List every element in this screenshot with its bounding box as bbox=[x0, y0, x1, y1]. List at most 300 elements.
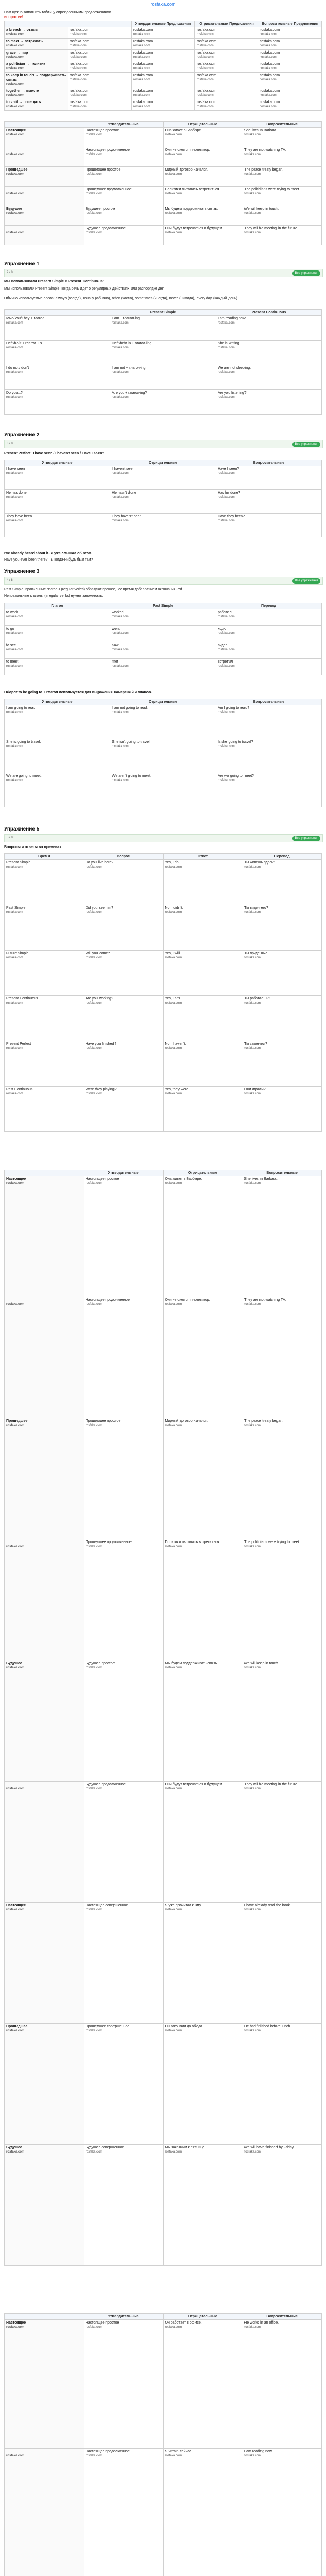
para4: Past Simple: правильные глаголы (regular verbs) образуют прошедшее время добавлением окончания -ed. bbox=[4, 588, 183, 591]
simple-cont-band bbox=[0, 309, 326, 428]
watermark: rosfaka.com bbox=[85, 1182, 103, 1185]
table-cell: Have you finished? rosfaka.com bbox=[84, 1041, 163, 1087]
watermark: rosfaka.com bbox=[165, 231, 182, 234]
header-row bbox=[5, 122, 322, 128]
tenses-big2-band bbox=[0, 2313, 326, 2576]
watermark: rosfaka.com bbox=[218, 496, 235, 499]
table-cell: Yes, I do. rosfaka.com bbox=[163, 860, 242, 905]
watermark: rosfaka.com bbox=[197, 94, 214, 97]
watermark: rosfaka.com bbox=[6, 2326, 25, 2329]
table-cell: Они играли? rosfaka.com bbox=[242, 1087, 322, 1132]
watermark: rosfaka.com bbox=[260, 67, 277, 70]
para2: Present Perfect: I have seen / I haven't seen / Have I seen? bbox=[4, 452, 104, 455]
table-cell: She is writing. rosfaka.com bbox=[216, 341, 322, 365]
table-row bbox=[5, 61, 322, 73]
table-cell: Он закончил до обеда. rosfaka.com bbox=[163, 2024, 242, 2145]
table-cell: He/She/It + глагол + s rosfaka.com bbox=[5, 341, 110, 365]
watermark: rosfaka.com bbox=[6, 1002, 23, 1005]
table-cell: I haven't seen rosfaka.com bbox=[110, 466, 216, 490]
table-cell: to see rosfaka.com bbox=[5, 642, 110, 659]
table-cell: rosfaka.com rosfaka.com bbox=[132, 61, 195, 73]
table-cell: Настоящее простое rosfaka.com bbox=[84, 128, 163, 147]
table-cell: grace → пир rosfaka.com bbox=[5, 50, 68, 61]
table-cell: rosfaka.com rosfaka.com bbox=[258, 99, 322, 111]
table-cell: Ты видел его? rosfaka.com bbox=[242, 905, 322, 951]
watermark: rosfaka.com bbox=[6, 396, 23, 399]
table-row bbox=[5, 739, 322, 773]
tenses-table bbox=[4, 121, 322, 245]
table-cell: worked rosfaka.com bbox=[110, 609, 216, 626]
watermark: rosfaka.com bbox=[133, 67, 150, 70]
intro-label: вопрос ее! bbox=[4, 15, 24, 19]
table-cell: Have they been? rosfaka.com bbox=[216, 514, 322, 537]
table-row bbox=[5, 226, 322, 245]
table-cell: rosfaka.com rosfaka.com bbox=[258, 61, 322, 73]
header-cell: Утвердительные bbox=[84, 1170, 163, 1176]
watermark: rosfaka.com bbox=[218, 371, 235, 374]
watermark: rosfaka.com bbox=[6, 33, 25, 36]
table-cell: The politicians were trying to meet. rosfaka.com bbox=[242, 187, 322, 206]
table-cell: Настоящее продолженное rosfaka.com bbox=[84, 2449, 163, 2576]
going-to-band bbox=[0, 699, 326, 822]
watermark: rosfaka.com bbox=[112, 648, 129, 651]
watermark: rosfaka.com bbox=[6, 83, 25, 86]
watermark: rosfaka.com bbox=[260, 33, 277, 36]
watermark: rosfaka.com bbox=[85, 192, 103, 195]
watermark: rosfaka.com bbox=[244, 1182, 261, 1185]
exercise-2-nav[interactable]: 3 / 8 bbox=[7, 442, 13, 445]
watermark: rosfaka.com bbox=[112, 615, 129, 618]
table-cell: He works in an office. rosfaka.com bbox=[242, 2320, 322, 2449]
table-cell: to meet rosfaka.com bbox=[5, 659, 110, 675]
table-cell: Будущее совершенное rosfaka.com bbox=[84, 2145, 163, 2266]
watermark: rosfaka.com bbox=[6, 2029, 25, 2032]
watermark: rosfaka.com bbox=[6, 56, 25, 59]
exercise-2-all-button[interactable]: Все упражнения bbox=[292, 442, 320, 447]
table-cell: Ты работаешь? rosfaka.com bbox=[242, 996, 322, 1041]
watermark: rosfaka.com bbox=[6, 321, 23, 325]
table-cell: Настоящее rosfaka.com bbox=[5, 128, 84, 147]
table-cell: They will be meeting in the future. rosfaka.com bbox=[242, 1782, 322, 1903]
header-cell bbox=[5, 310, 110, 316]
table-cell: работал rosfaka.com bbox=[216, 609, 322, 626]
watermark: rosfaka.com bbox=[244, 866, 261, 869]
table-cell: rosfaka.com rosfaka.com bbox=[68, 61, 132, 73]
table-cell: rosfaka.com rosfaka.com bbox=[195, 61, 258, 73]
header-cell: Вопросительные bbox=[216, 699, 322, 705]
table-row bbox=[5, 1418, 322, 1539]
watermark: rosfaka.com bbox=[85, 1303, 103, 1306]
watermark: rosfaka.com bbox=[133, 44, 150, 47]
table-row bbox=[5, 626, 322, 642]
table-cell: rosfaka.com rosfaka.com bbox=[132, 50, 195, 61]
table-cell: Настоящее простое rosfaka.com bbox=[84, 1176, 163, 1297]
table-cell: rosfaka.com rosfaka.com bbox=[258, 50, 322, 61]
watermark: rosfaka.com bbox=[70, 94, 87, 97]
watermark: rosfaka.com bbox=[6, 231, 25, 234]
watermark: rosfaka.com bbox=[85, 1047, 103, 1050]
table-cell: Настоящее совершенное rosfaka.com bbox=[84, 1903, 163, 2024]
table-cell: видел rosfaka.com bbox=[216, 642, 322, 659]
header-cell: Вопросительные bbox=[216, 460, 322, 466]
header-row bbox=[5, 460, 322, 466]
para1b: Мы использовали Present Simple, когда речь идет о регулярных действиях или распорядке дня. bbox=[4, 287, 166, 291]
watermark: rosfaka.com bbox=[112, 519, 129, 522]
watermark: rosfaka.com bbox=[218, 472, 235, 475]
watermark: rosfaka.com bbox=[244, 1666, 261, 1669]
watermark: rosfaka.com bbox=[165, 1666, 182, 1669]
watermark: rosfaka.com bbox=[6, 1666, 25, 1669]
table-cell: She lives in Barbara. rosfaka.com bbox=[242, 128, 322, 147]
table-cell: Будущее простое rosfaka.com bbox=[84, 1660, 163, 1782]
watermark: rosfaka.com bbox=[244, 212, 261, 215]
watermark: rosfaka.com bbox=[218, 321, 235, 325]
qa-table bbox=[4, 853, 322, 1132]
table-cell bbox=[5, 187, 84, 206]
exercise-2-title: Упражнение 2 bbox=[4, 432, 40, 438]
table-cell: Они будут встречаться в будущем. rosfaka.com bbox=[163, 1782, 242, 1903]
table-cell: Будущее продолженное rosfaka.com bbox=[84, 1782, 163, 1903]
table-row bbox=[5, 996, 322, 1041]
watermark: rosfaka.com bbox=[197, 67, 214, 70]
table-cell: They will be meeting in the future. rosfaka.com bbox=[242, 226, 322, 245]
exercise-2-bar bbox=[4, 440, 323, 448]
header-cell bbox=[5, 21, 68, 27]
exercise-5-all-button[interactable]: Все упражнения bbox=[292, 836, 320, 841]
watermark: rosfaka.com bbox=[85, 866, 103, 869]
table-cell: together → вместе rosfaka.com bbox=[5, 88, 68, 99]
header-cell: Past Simple bbox=[110, 603, 216, 609]
watermark: rosfaka.com bbox=[218, 396, 235, 399]
header-cell bbox=[68, 21, 132, 27]
perfect-band bbox=[0, 460, 326, 547]
exercise-1-bar bbox=[4, 269, 323, 277]
table-cell: We aren't going to meet. rosfaka.com bbox=[110, 773, 216, 807]
table-cell bbox=[5, 1297, 84, 1418]
table-cell: No, I didn't. rosfaka.com bbox=[163, 905, 242, 951]
tenses-big-band bbox=[0, 1170, 326, 2303]
table-cell: rosfaka.com rosfaka.com bbox=[258, 88, 322, 99]
table-row bbox=[5, 206, 322, 226]
watermark: rosfaka.com bbox=[197, 44, 214, 47]
para1: Mы использовали Present Simple и Present Continuous: bbox=[4, 280, 104, 283]
watermark: rosfaka.com bbox=[6, 496, 23, 499]
watermark: rosfaka.com bbox=[133, 56, 150, 59]
past-simple-table bbox=[4, 603, 322, 675]
watermark: rosfaka.com bbox=[6, 956, 23, 959]
table-row bbox=[5, 609, 322, 626]
table-row bbox=[5, 147, 322, 167]
watermark: rosfaka.com bbox=[70, 33, 87, 36]
table-cell: He/She/It is + глагол-ing rosfaka.com bbox=[110, 341, 216, 365]
header-row bbox=[5, 21, 322, 27]
watermark: rosfaka.com bbox=[85, 911, 103, 914]
watermark: rosfaka.com bbox=[260, 78, 277, 81]
table-row bbox=[5, 2320, 322, 2449]
table-row bbox=[5, 1176, 322, 1297]
watermark: rosfaka.com bbox=[244, 1092, 261, 1095]
table-cell: Он работает в офисе. rosfaka.com bbox=[163, 2320, 242, 2449]
table-row bbox=[5, 1087, 322, 1132]
table-cell: rosfaka.com rosfaka.com bbox=[68, 73, 132, 88]
table-cell: rosfaka.com rosfaka.com bbox=[195, 27, 258, 39]
watermark: rosfaka.com bbox=[165, 1002, 182, 1005]
para1c: Обычно используемые слова: always (всегда), usually (обычно), often (часто), sometimes (иногда), never (никогда), every day (каждый день). bbox=[4, 297, 238, 300]
table-cell: Yes, they were. rosfaka.com bbox=[163, 1087, 242, 1132]
watermark: rosfaka.com bbox=[6, 346, 23, 349]
table-cell: rosfaka.com rosfaka.com bbox=[132, 73, 195, 88]
watermark: rosfaka.com bbox=[165, 2326, 182, 2329]
watermark: rosfaka.com bbox=[165, 212, 182, 215]
table-row bbox=[5, 1041, 322, 1087]
table-cell: Прошедшее простое rosfaka.com bbox=[84, 1418, 163, 1539]
watermark: rosfaka.com bbox=[165, 911, 182, 914]
watermark: rosfaka.com bbox=[85, 231, 103, 234]
table-cell: rosfaka.com rosfaka.com bbox=[68, 88, 132, 99]
watermark: rosfaka.com bbox=[244, 133, 261, 137]
table-cell: They are not watching TV. rosfaka.com bbox=[242, 147, 322, 167]
table-row bbox=[5, 1903, 322, 2024]
table-row bbox=[5, 316, 322, 341]
watermark: rosfaka.com bbox=[260, 105, 277, 108]
header-row bbox=[5, 854, 322, 860]
qa-band bbox=[0, 853, 326, 1162]
table-cell: Are you working? rosfaka.com bbox=[84, 996, 163, 1041]
watermark: rosfaka.com bbox=[6, 1424, 25, 1427]
table-row bbox=[5, 514, 322, 537]
exercise-1-title: Упражнение 1 bbox=[4, 261, 40, 267]
watermark: rosfaka.com bbox=[165, 866, 182, 869]
exercise-1-nav[interactable]: 2 / 8 bbox=[7, 271, 13, 274]
table-cell: They are not watching TV. rosfaka.com bbox=[242, 1297, 322, 1418]
table-cell: Прошедшее rosfaka.com bbox=[5, 1418, 84, 1539]
watermark: rosfaka.com bbox=[6, 1787, 25, 1790]
table-cell: I have seen rosfaka.com bbox=[5, 466, 110, 490]
watermark: rosfaka.com bbox=[244, 2150, 261, 2154]
watermark: rosfaka.com bbox=[6, 615, 23, 618]
table-row bbox=[5, 128, 322, 147]
tenses-big-table bbox=[4, 1170, 322, 2266]
watermark: rosfaka.com bbox=[218, 665, 235, 668]
watermark: rosfaka.com bbox=[165, 173, 182, 176]
table-cell: rosfaka.com rosfaka.com bbox=[258, 39, 322, 50]
watermark: rosfaka.com bbox=[85, 2454, 103, 2458]
watermark: rosfaka.com bbox=[244, 2326, 261, 2329]
table-cell: Мирный договор начался. rosfaka.com bbox=[163, 1418, 242, 1539]
table-cell: I am + глагол-ing rosfaka.com bbox=[110, 316, 216, 341]
vocab-table-band bbox=[0, 21, 326, 118]
table-row bbox=[5, 490, 322, 514]
watermark: rosfaka.com bbox=[218, 745, 235, 748]
table-row bbox=[5, 2145, 322, 2266]
table-cell: to meet → встречать rosfaka.com bbox=[5, 39, 68, 50]
table-cell: I am going to read. rosfaka.com bbox=[5, 705, 110, 739]
watermark: rosfaka.com bbox=[165, 1424, 182, 1427]
watermark: rosfaka.com bbox=[6, 472, 23, 475]
watermark: rosfaka.com bbox=[244, 153, 261, 156]
table-cell: Настоящее rosfaka.com bbox=[5, 2320, 84, 2449]
watermark: rosfaka.com bbox=[244, 192, 261, 195]
table-cell: to visit → посещать rosfaka.com bbox=[5, 99, 68, 111]
table-row bbox=[5, 2449, 322, 2576]
watermark: rosfaka.com bbox=[70, 56, 87, 59]
simple-cont-table bbox=[4, 309, 322, 415]
exercise-5-nav[interactable]: 5 / 8 bbox=[7, 836, 13, 839]
table-cell: Я уже прочитал книгу. rosfaka.com bbox=[163, 1903, 242, 2024]
table-row bbox=[5, 27, 322, 39]
watermark: rosfaka.com bbox=[85, 1545, 103, 1548]
table-cell: rosfaka.com rosfaka.com bbox=[195, 88, 258, 99]
table-cell: Политики пытались встретиться. rosfaka.com bbox=[163, 1539, 242, 1660]
header-cell: Вопросительные bbox=[242, 2314, 322, 2320]
table-cell: Настоящее простое rosfaka.com bbox=[84, 2320, 163, 2449]
watermark: rosfaka.com bbox=[218, 346, 235, 349]
tenses-table-band bbox=[0, 121, 326, 258]
watermark: rosfaka.com bbox=[70, 67, 87, 70]
header-cell: Утвердительные bbox=[5, 699, 110, 705]
table-cell: встретил rosfaka.com bbox=[216, 659, 322, 675]
watermark: rosfaka.com bbox=[6, 105, 25, 108]
exercise-1-all-button[interactable]: Все упражнения bbox=[292, 270, 320, 276]
header-cell: Отрицательные bbox=[110, 699, 216, 705]
watermark: rosfaka.com bbox=[70, 78, 87, 81]
table-cell: They have been rosfaka.com bbox=[5, 514, 110, 537]
exercise-3-all-button[interactable]: Все упражнения bbox=[292, 578, 320, 584]
watermark: rosfaka.com bbox=[6, 192, 25, 195]
table-cell: went rosfaka.com bbox=[110, 626, 216, 642]
header-cell: Отрицательные Предложения bbox=[195, 21, 258, 27]
table-cell: Is she going to travel? rosfaka.com bbox=[216, 739, 322, 773]
table-cell: He has done rosfaka.com bbox=[5, 490, 110, 514]
table-cell: Будущее rosfaka.com bbox=[5, 206, 84, 226]
table-cell: Am I going to read? rosfaka.com bbox=[216, 705, 322, 739]
header-cell: Ответ bbox=[163, 854, 242, 860]
table-cell: Do you...? rosfaka.com bbox=[5, 390, 110, 415]
watermark: rosfaka.com bbox=[6, 44, 25, 47]
table-cell: rosfaka.com rosfaka.com bbox=[68, 39, 132, 50]
watermark: rosfaka.com bbox=[165, 192, 182, 195]
watermark: rosfaka.com bbox=[244, 1002, 261, 1005]
table-cell: We are not sleeping. rosfaka.com bbox=[216, 365, 322, 390]
header-cell bbox=[5, 122, 84, 128]
header-cell: Present Continuous bbox=[216, 310, 322, 316]
watermark: rosfaka.com bbox=[133, 94, 150, 97]
table-cell: Do you live here? rosfaka.com bbox=[84, 860, 163, 905]
watermark: rosfaka.com bbox=[112, 346, 129, 349]
table-cell: Мы закончим к пятнице. rosfaka.com bbox=[163, 2145, 242, 2266]
watermark: rosfaka.com bbox=[218, 779, 235, 782]
watermark: rosfaka.com bbox=[6, 1545, 25, 1548]
watermark: rosfaka.com bbox=[244, 1303, 261, 1306]
table-cell: Прошедшее rosfaka.com bbox=[5, 167, 84, 187]
exercise-3-nav[interactable]: 4 / 8 bbox=[7, 579, 13, 582]
watermark: rosfaka.com bbox=[85, 2326, 103, 2329]
table-cell: I am not + глагол-ing rosfaka.com bbox=[110, 365, 216, 390]
table-row bbox=[5, 99, 322, 111]
watermark: rosfaka.com bbox=[197, 78, 214, 81]
table-cell: Were they playing? rosfaka.com bbox=[84, 1087, 163, 1132]
watermark: rosfaka.com bbox=[165, 2150, 182, 2154]
table-cell: rosfaka.com rosfaka.com bbox=[68, 50, 132, 61]
header-cell: Вопросительные bbox=[242, 1170, 322, 1176]
watermark: rosfaka.com bbox=[6, 212, 25, 215]
watermark: rosfaka.com bbox=[165, 1182, 182, 1185]
table-cell: Они не смотрят телевизор. rosfaka.com bbox=[163, 147, 242, 167]
watermark: rosfaka.com bbox=[165, 153, 182, 156]
watermark: rosfaka.com bbox=[70, 44, 87, 47]
watermark: rosfaka.com bbox=[6, 1047, 23, 1050]
table-cell bbox=[5, 2449, 84, 2576]
table-row bbox=[5, 1782, 322, 1903]
para3: I've already heard about it. Я уже слышал об этом. bbox=[4, 552, 93, 555]
table-cell: She is going to travel. rosfaka.com bbox=[5, 739, 110, 773]
table-cell: Будущее простое rosfaka.com bbox=[84, 206, 163, 226]
watermark: rosfaka.com bbox=[6, 648, 23, 651]
watermark: rosfaka.com bbox=[218, 632, 235, 635]
table-cell: Past Simple rosfaka.com bbox=[5, 905, 84, 951]
table-cell: rosfaka.com rosfaka.com bbox=[258, 73, 322, 88]
table-cell: to go rosfaka.com bbox=[5, 626, 110, 642]
table-cell: Yes, I will. rosfaka.com bbox=[163, 951, 242, 996]
table-cell: Are you listening? rosfaka.com bbox=[216, 390, 322, 415]
table-cell: Мирный договор начался. rosfaka.com bbox=[163, 167, 242, 187]
watermark: rosfaka.com bbox=[165, 1303, 182, 1306]
watermark: rosfaka.com bbox=[244, 956, 261, 959]
table-cell: Мы будем поддерживать связь. rosfaka.com bbox=[163, 206, 242, 226]
header-cell: Время bbox=[5, 854, 84, 860]
table-cell: Настоящее продолженное rosfaka.com bbox=[84, 147, 163, 167]
table-cell: We will keep in touch. rosfaka.com bbox=[242, 1660, 322, 1782]
watermark: rosfaka.com bbox=[165, 1787, 182, 1790]
watermark: rosfaka.com bbox=[6, 133, 25, 137]
table-cell bbox=[5, 226, 84, 245]
watermark: rosfaka.com bbox=[6, 711, 23, 714]
header-cell: Отрицательные bbox=[163, 1170, 242, 1176]
table-cell: Will you come? rosfaka.com bbox=[84, 951, 163, 996]
table-row bbox=[5, 88, 322, 99]
table-cell: Они не смотрят телевизор. rosfaka.com bbox=[163, 1297, 242, 1418]
watermark: rosfaka.com bbox=[85, 956, 103, 959]
watermark: rosfaka.com bbox=[165, 2029, 182, 2032]
watermark: rosfaka.com bbox=[70, 105, 87, 108]
table-cell: Ты придешь? rosfaka.com bbox=[242, 951, 322, 996]
watermark: rosfaka.com bbox=[133, 78, 150, 81]
watermark: rosfaka.com bbox=[112, 496, 129, 499]
table-row bbox=[5, 187, 322, 206]
table-row bbox=[5, 773, 322, 807]
table-row bbox=[5, 341, 322, 365]
watermark: rosfaka.com bbox=[133, 33, 150, 36]
table-cell: Я читаю сейчас. rosfaka.com bbox=[163, 2449, 242, 2576]
site-banner[interactable]: rosfaka.com bbox=[150, 2, 176, 7]
table-cell: rosfaka.com rosfaka.com bbox=[195, 50, 258, 61]
table-row bbox=[5, 73, 322, 88]
table-row bbox=[5, 167, 322, 187]
watermark: rosfaka.com bbox=[6, 153, 25, 156]
watermark: rosfaka.com bbox=[112, 396, 129, 399]
watermark: rosfaka.com bbox=[6, 779, 23, 782]
table-cell: He hasn't done rosfaka.com bbox=[110, 490, 216, 514]
header-cell: Вопросительные bbox=[242, 122, 322, 128]
table-cell: Past Continuous rosfaka.com bbox=[5, 1087, 84, 1132]
table-cell: Она живет в Барбаре. rosfaka.com bbox=[163, 1176, 242, 1297]
watermark: rosfaka.com bbox=[85, 1002, 103, 1005]
header-row bbox=[5, 310, 322, 316]
header-cell bbox=[5, 2314, 84, 2320]
table-cell: The peace treaty began. rosfaka.com bbox=[242, 1418, 322, 1539]
watermark: rosfaka.com bbox=[85, 1092, 103, 1095]
watermark: rosfaka.com bbox=[165, 1908, 182, 1911]
